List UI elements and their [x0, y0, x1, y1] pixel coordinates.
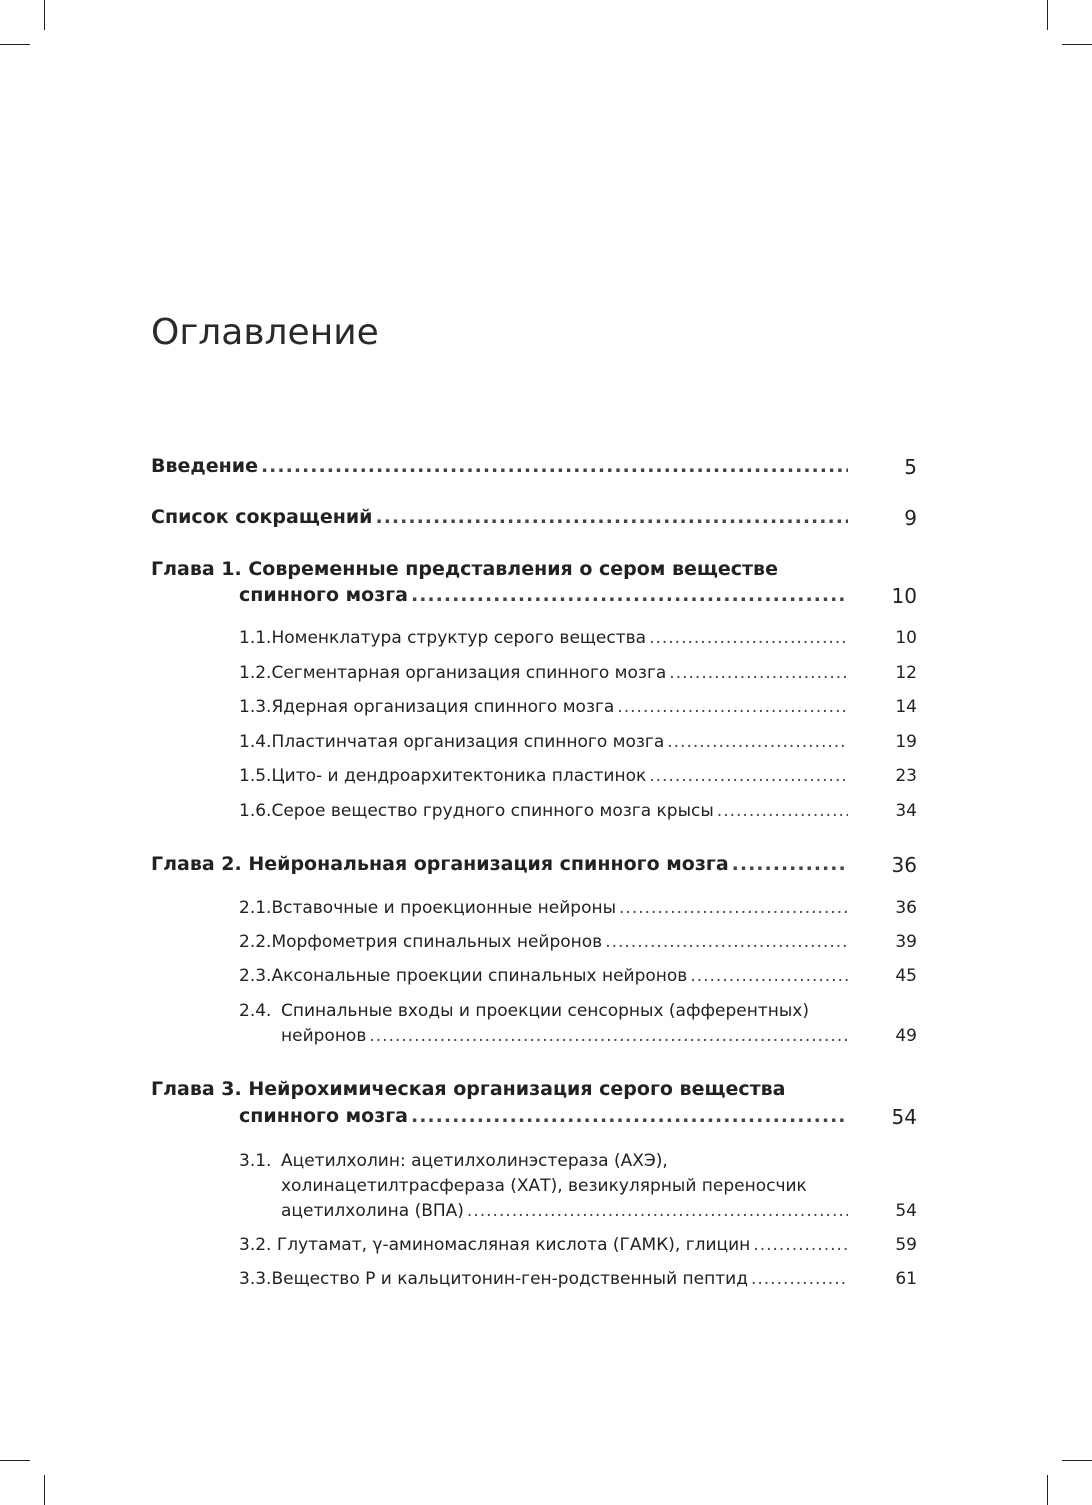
crop-mark	[0, 1460, 30, 1461]
crop-mark	[0, 44, 30, 45]
entry-label: спинного мозга	[239, 1105, 408, 1127]
page-number: 49	[895, 1026, 917, 1046]
page-number: 54	[891, 1105, 917, 1129]
crop-mark	[44, 1475, 45, 1505]
section-number: 1.2.	[239, 663, 272, 683]
section-number: 1.6.	[239, 801, 272, 821]
section-number: 2.3.	[239, 966, 272, 986]
entry-label: Спинальные входы и проекции сенсорных (афферентных)	[281, 1001, 810, 1021]
section-number: 2.4.	[239, 1001, 272, 1021]
dot-leader	[617, 697, 848, 717]
section-number: 3.1.	[239, 1151, 272, 1171]
page-number: 14	[895, 697, 917, 717]
dot-leader	[411, 584, 848, 606]
entry-label: холинацетилтрасфераза (ХАТ), везикулярный переносчик	[281, 1176, 807, 1196]
dot-leader	[690, 966, 848, 986]
entry-label: 3.2. Глутамат, γ-аминомасляная кислота (ГАМК), глицин	[239, 1235, 751, 1255]
entry-label: Глава 3. Нейрохимическая организация серого вещества	[151, 1078, 786, 1100]
entry-label: Глава 1. Современные представления о сером веществе	[151, 558, 778, 580]
page-number: 59	[895, 1235, 917, 1255]
page-number: 45	[895, 966, 917, 986]
section-number: 1.1.	[239, 628, 272, 648]
dot-leader	[649, 766, 848, 786]
dot-leader	[751, 1269, 848, 1289]
page-number: 34	[895, 801, 917, 821]
section-number: 3.3.	[239, 1269, 272, 1289]
dot-leader	[669, 663, 848, 683]
entry-label: Введение	[151, 455, 258, 477]
dot-leader	[369, 1026, 848, 1046]
page-number: 61	[895, 1269, 917, 1289]
entry-label: Вещество Р и кальцитонин-ген-родственный пептид	[271, 1269, 748, 1289]
section-number: 2.1.	[239, 898, 272, 918]
entry-label: Ядерная организация спинного мозга	[271, 697, 615, 717]
entry-label: ацетилхолина (ВПА)	[281, 1201, 464, 1221]
entry-label: Номенклатура структур серого вещества	[271, 628, 647, 648]
entry-label: Аксональные проекции спинальных нейронов	[271, 966, 688, 986]
section-number: 1.3.	[239, 697, 272, 717]
crop-mark	[1062, 44, 1092, 45]
page-title: Оглавление	[151, 312, 379, 353]
entry-label: Морфометрия спинальных нейронов	[271, 932, 603, 952]
entry-label: Вставочные и проекционные нейроны	[271, 898, 617, 918]
entry-label: Ацетилхолин: ацетилхолинэстераза (АХЭ),	[281, 1151, 668, 1171]
page-number: 36	[895, 898, 917, 918]
dot-leader	[411, 1105, 848, 1127]
entry-label: Цито- и дендроархитектоника пластинок	[271, 766, 647, 786]
page-number: 10	[891, 584, 917, 608]
section-number: 1.4.	[239, 732, 272, 752]
page-number: 5	[904, 455, 917, 479]
page-number: 19	[895, 732, 917, 752]
page-number: 10	[895, 628, 917, 648]
section-number: 2.2.	[239, 932, 272, 952]
page-number: 23	[895, 766, 917, 786]
page-number: 9	[904, 506, 917, 530]
entry-label: спинного мозга	[239, 584, 408, 606]
crop-mark	[1047, 1475, 1048, 1505]
dot-leader	[667, 732, 848, 752]
entry-label: Сегментарная организация спинного мозга	[271, 663, 667, 683]
dot-leader	[467, 1201, 848, 1221]
crop-mark	[44, 0, 45, 30]
dot-leader	[376, 506, 849, 528]
dot-leader	[619, 898, 848, 918]
section-number: 1.5.	[239, 766, 272, 786]
page-number: 54	[895, 1201, 917, 1221]
dot-leader	[261, 455, 848, 477]
dot-leader	[732, 853, 848, 875]
crop-mark	[1047, 0, 1048, 30]
entry-label: нейронов	[281, 1026, 367, 1046]
page-number: 36	[891, 853, 917, 877]
dot-leader	[753, 1235, 848, 1255]
dot-leader	[605, 932, 848, 952]
crop-mark	[1062, 1460, 1092, 1461]
entry-label: Список сокращений	[151, 506, 373, 528]
dot-leader	[649, 628, 848, 648]
entry-label: Серое вещество грудного спинного мозга крысы	[271, 801, 714, 821]
dot-leader	[717, 801, 848, 821]
page-number: 39	[895, 932, 917, 952]
entry-label: Пластинчатая организация спинного мозга	[271, 732, 665, 752]
page-number: 12	[895, 663, 917, 683]
entry-label: Глава 2. Нейрональная организация спинного мозга	[151, 853, 729, 875]
